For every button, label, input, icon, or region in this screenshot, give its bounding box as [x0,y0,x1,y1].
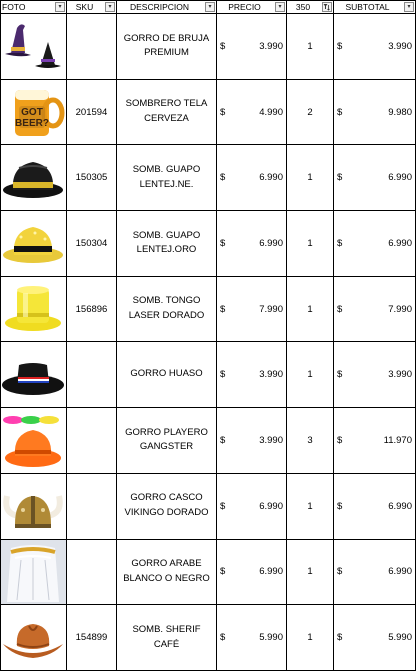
price-value: 7.990 [259,303,283,315]
filter-dropdown-icon[interactable]: ▾ [105,2,115,12]
description-cell[interactable] [117,408,217,474]
table-row [1,605,416,671]
sku-value: 150304 [75,237,108,249]
currency-symbol: $ [337,632,343,644]
price-value: 4.990 [259,106,283,118]
sku-cell[interactable] [67,211,117,277]
sku-value: 156896 [75,303,108,315]
price-value: 6.990 [259,172,283,184]
subtotal-cell[interactable] [334,539,416,605]
product-photo-cell[interactable] [1,408,67,474]
product-photo-cell[interactable] [1,473,67,539]
currency-symbol: $ [337,237,343,249]
product-photo-cell[interactable] [1,342,67,408]
price-cell[interactable] [217,79,287,145]
column-header-qty [287,1,334,14]
sku-cell[interactable] [67,473,117,539]
description-cell[interactable] [117,211,217,277]
currency-symbol: $ [220,500,226,512]
column-header-descripcion [117,1,217,14]
product-photo-cell[interactable] [1,539,67,605]
quantity-value: 1 [307,303,313,315]
quantity-value: 1 [307,172,313,184]
sku-value: 150305 [75,172,108,184]
table-row [1,211,416,277]
sku-cell[interactable] [67,145,117,211]
subtotal-value: 11.970 [383,434,412,446]
quantity-cell[interactable] [287,342,334,408]
gold-top-hat-icon [1,277,66,341]
column-header-subtotal [334,1,416,14]
gangster-hats-icon [1,408,66,472]
quantity-value: 2 [307,106,313,118]
column-header-label: 350 [295,2,311,12]
column-header-label: SUBTOTAL [345,2,390,12]
currency-symbol: $ [337,369,343,381]
currency-symbol: $ [220,237,226,249]
description-cell[interactable] [117,605,217,671]
price-cell[interactable] [217,276,287,342]
column-header-precio [217,1,287,14]
subtotal-cell[interactable] [334,342,416,408]
product-photo-cell[interactable] [1,276,67,342]
quantity-cell[interactable] [287,79,334,145]
sku-cell[interactable] [67,605,117,671]
description-value: GORRO CASCO VIKINGO DORADO [124,492,209,519]
column-header-label: FOTO [2,2,26,12]
subtotal-value: 6.990 [388,237,412,249]
currency-symbol: $ [220,172,226,184]
price-value: 5.990 [259,632,283,644]
subtotal-cell[interactable] [334,605,416,671]
table-row [1,342,416,408]
sku-cell[interactable] [67,342,117,408]
description-cell[interactable] [117,14,217,80]
filter-dropdown-icon[interactable]: ▾ [205,2,215,12]
price-value: 6.990 [259,500,283,512]
table-row [1,14,416,80]
price-cell[interactable] [217,605,287,671]
svg-text:BEER?: BEER? [15,118,49,130]
currency-symbol: $ [220,632,226,644]
svg-text:GOT: GOT [21,107,43,119]
black-sequin-fedora-icon [1,146,66,210]
currency-symbol: $ [337,40,343,52]
sku-value: 154899 [75,632,108,644]
subtotal-cell[interactable] [334,408,416,474]
description-value: SOMB. GUAPO LENTEJ.NE. [132,164,201,190]
filter-dropdown-icon[interactable]: ▾ [275,2,285,12]
table-row [1,145,416,211]
description-value: GORRO ARABE BLANCO O NEGRO [123,558,210,584]
subtotal-value: 3.990 [388,369,412,381]
description-cell[interactable] [117,145,217,211]
currency-symbol: $ [220,40,226,52]
price-cell[interactable] [217,408,287,474]
currency-symbol: $ [337,106,343,118]
price-cell[interactable] [217,145,287,211]
currency-symbol: $ [220,106,226,118]
subtotal-value: 9.980 [388,106,412,118]
subtotal-cell[interactable] [334,79,416,145]
product-photo-cell[interactable] [1,145,67,211]
description-value: GORRO HUASO [130,368,203,380]
subtotal-value: 6.990 [388,172,412,184]
table-row [1,408,416,474]
quantity-cell[interactable] [287,276,334,342]
quantity-value: 1 [307,40,313,52]
huaso-hat-icon [1,343,66,407]
description-cell[interactable] [117,539,217,605]
sheriff-hat-icon [1,606,66,670]
table-row [1,79,416,145]
quantity-value: 1 [307,237,313,249]
witch-hat-icon [1,14,66,78]
subtotal-value: 5.990 [388,632,412,644]
quantity-cell[interactable] [287,605,334,671]
column-header-label: PRECIO [228,2,261,12]
sku-cell[interactable] [67,408,117,474]
product-photo-cell[interactable] [1,605,67,671]
product-photo-cell[interactable] [1,14,67,80]
currency-symbol: $ [220,369,226,381]
filter-dropdown-icon[interactable]: ▾ [55,2,65,12]
product-photo-cell[interactable] [1,211,67,277]
description-value: SOMB. GUAPO LENTEJ.ORO [132,229,201,256]
price-cell[interactable] [217,473,287,539]
description-cell[interactable] [117,342,217,408]
quantity-value: 3 [307,434,313,446]
column-header-label: SKU [75,2,94,12]
price-value: 3.990 [259,369,283,381]
subtotal-value: 6.990 [388,566,412,578]
sku-cell[interactable] [67,14,117,80]
price-value: 6.990 [259,566,283,578]
product-photo-cell[interactable] [1,79,67,145]
description-cell[interactable] [117,473,217,539]
header-row [1,1,416,14]
quantity-cell[interactable] [287,211,334,277]
subtotal-value: 6.990 [388,500,412,512]
price-value: 3.990 [259,40,283,52]
quantity-cell[interactable] [287,408,334,474]
currency-symbol: $ [337,566,343,578]
currency-symbol: $ [337,303,343,315]
quantity-cell[interactable] [287,14,334,80]
subtotal-value: 7.990 [388,303,412,315]
description-cell[interactable] [117,79,217,145]
filter-active-icon[interactable] [322,2,332,12]
sku-cell[interactable] [67,79,117,145]
quantity-value: 1 [307,500,313,512]
beer-hat-icon [1,80,66,144]
quantity-value: 1 [307,369,313,381]
subtotal-cell[interactable] [334,14,416,80]
quantity-cell[interactable] [287,539,334,605]
subtotal-cell[interactable] [334,211,416,277]
column-header-sku [67,1,117,14]
price-cell[interactable] [217,539,287,605]
currency-symbol: $ [337,434,343,446]
description-value: SOMB. TONGO LASER DORADO [128,295,205,322]
price-cell[interactable] [217,14,287,80]
price-cell[interactable] [217,211,287,277]
currency-symbol: $ [220,303,226,315]
gold-sequin-fedora-icon [1,211,66,275]
description-value: GORRO PLAYERO GANGSTER [125,426,208,453]
column-header-label: DESCRIPCION [129,2,190,12]
price-value: 3.990 [259,434,283,446]
description-cell[interactable] [117,276,217,342]
quantity-value: 1 [307,632,313,644]
quantity-value: 1 [307,566,313,578]
arab-headdress-icon [1,540,66,604]
table-row [1,276,416,342]
currency-symbol: $ [220,566,226,578]
sku-value: 201594 [75,106,108,118]
price-value: 6.990 [259,237,283,249]
table-row [1,539,416,605]
subtotal-cell[interactable] [334,276,416,342]
column-header-foto [1,1,67,14]
subtotal-cell[interactable] [334,473,416,539]
sku-cell[interactable] [67,539,117,605]
quantity-cell[interactable] [287,473,334,539]
currency-symbol: $ [220,434,226,446]
quantity-cell[interactable] [287,145,334,211]
price-cell[interactable] [217,342,287,408]
description-value: GORRO DE BRUJA PREMIUM [123,32,210,59]
currency-symbol: $ [337,172,343,184]
viking-helmet-icon [1,474,66,538]
filter-dropdown-icon[interactable]: ▾ [404,2,414,12]
description-value: SOMBRERO TELA CERVEZA [125,98,208,125]
table-row [1,473,416,539]
sku-cell[interactable] [67,276,117,342]
currency-symbol: $ [337,500,343,512]
subtotal-cell[interactable] [334,145,416,211]
subtotal-value: 3.990 [388,40,412,52]
description-value: SOMB. SHERIF CAFÉ [132,623,201,650]
